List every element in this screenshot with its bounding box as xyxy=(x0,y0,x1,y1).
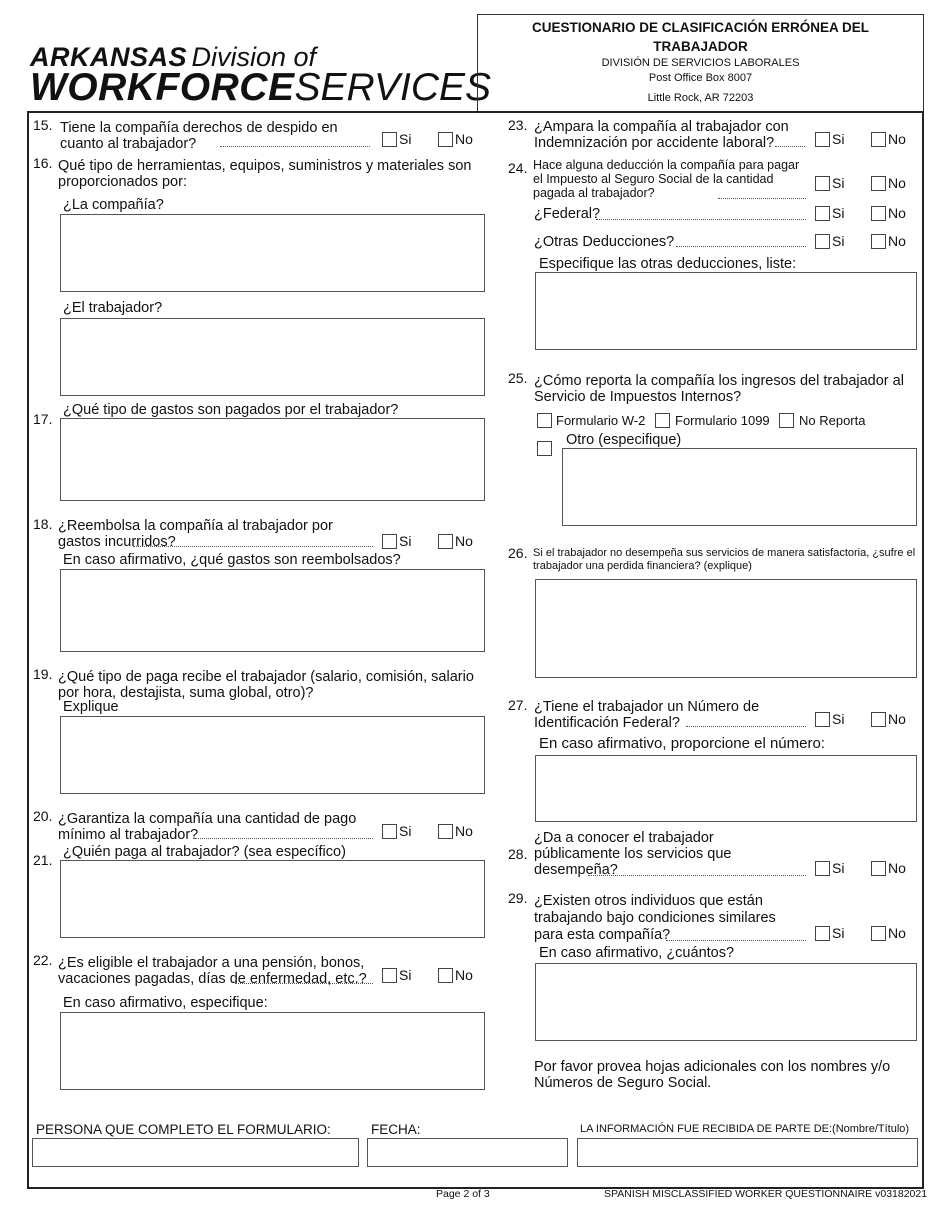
q29-number: 29. xyxy=(508,890,528,906)
info-received-label: LA INFORMACIÓN FUE RECIBIDA DE PARTE DE:(Nombre/Título) xyxy=(580,1123,910,1135)
q20-si-checkbox[interactable] xyxy=(382,824,397,839)
q25-otro-checkbox[interactable] xyxy=(537,441,552,456)
q29-field[interactable] xyxy=(535,963,917,1041)
q20-no-checkbox[interactable] xyxy=(438,824,453,839)
q28-number: 28. xyxy=(508,846,528,862)
q18-text: ¿Reembolsa la compañía al trabajador por gastos incurridos? xyxy=(58,518,333,550)
q24-number: 24. xyxy=(508,160,528,176)
logo-workforce: WORKFORCE xyxy=(30,66,295,109)
q24-otras-no-checkbox[interactable] xyxy=(871,234,886,249)
q29-no-label: No xyxy=(888,925,906,941)
q26-text: Si el trabajador no desempeña sus servicios de manera satisfactoria, ¿sufre el trabajador una perdida financiera? (explique) xyxy=(533,547,916,572)
q22-field[interactable] xyxy=(60,1012,485,1090)
q23-text: ¿Ampara la compañía al trabajador con Indemnización por accidente laboral? xyxy=(534,119,789,151)
q15-si-label: Si xyxy=(399,131,412,147)
q18-si-checkbox[interactable] xyxy=(382,534,397,549)
q24-si-label: Si xyxy=(832,175,845,191)
info-received-field[interactable] xyxy=(577,1138,918,1167)
q23-si-checkbox[interactable] xyxy=(815,132,830,147)
q23-no-label: No xyxy=(888,131,906,147)
q27-text: ¿Tiene el trabajador un Número de Identificación Federal? xyxy=(534,699,760,731)
q24-text: Hace alguna deducción la compañía para pagar el Impuesto al Seguro Social de la cantidad pagada al trabajador? xyxy=(533,158,800,200)
persona-label: PERSONA QUE COMPLETO EL FORMULARIO: xyxy=(36,1122,331,1137)
persona-field[interactable] xyxy=(32,1138,359,1167)
q22-leader xyxy=(235,983,373,984)
q27-no-checkbox[interactable] xyxy=(871,712,886,727)
q27-sub-label: En caso afirmativo, proporcione el número: xyxy=(539,735,825,752)
fecha-label: FECHA: xyxy=(371,1122,421,1137)
q24-leader xyxy=(718,198,806,199)
q25-otro-field[interactable] xyxy=(562,448,917,526)
q18-si-label: Si xyxy=(399,533,412,549)
q16-worker-field[interactable] xyxy=(60,318,485,396)
q20-no-label: No xyxy=(455,823,473,839)
q29-note: Por favor provea hojas adicionales con los nombres y/o Números de Seguro Social. xyxy=(534,1059,891,1091)
q16-text: Qué tipo de herramientas, equipos, suministros y materiales son proporcionados por: xyxy=(58,158,472,190)
q16-worker-label: ¿El trabajador? xyxy=(63,300,163,316)
q27-leader xyxy=(686,726,806,727)
q24-federal-leader xyxy=(596,219,806,220)
q15-no-checkbox[interactable] xyxy=(438,132,453,147)
q24-field[interactable] xyxy=(535,272,917,350)
q24-federal-no-checkbox[interactable] xyxy=(871,206,886,221)
q20-leader xyxy=(195,838,373,839)
q24-otras-si-label: Si xyxy=(832,233,845,249)
q24-federal-si-checkbox[interactable] xyxy=(815,206,830,221)
q20-si-label: Si xyxy=(399,823,412,839)
q28-si-label: Si xyxy=(832,860,845,876)
q15-text: Tiene la compañía derechos de despido en cuanto al trabajador? xyxy=(60,120,338,152)
q23-si-label: Si xyxy=(832,131,845,147)
q18-no-label: No xyxy=(455,533,473,549)
q24-otras-si-checkbox[interactable] xyxy=(815,234,830,249)
q22-no-label: No xyxy=(455,967,473,983)
q20-number: 20. xyxy=(33,808,53,824)
q18-number: 18. xyxy=(33,516,53,532)
q28-no-label: No xyxy=(888,860,906,876)
q18-no-checkbox[interactable] xyxy=(438,534,453,549)
logo-division-of: Division of xyxy=(191,42,317,72)
q15-number: 15. xyxy=(33,117,53,133)
q23-number: 23. xyxy=(508,117,528,133)
city-address: Little Rock, AR 72203 xyxy=(647,92,754,104)
q19-number: 19. xyxy=(33,666,53,682)
q29-text: ¿Existen otros individuos que están trabajando bajo condiciones similares para esta compañía? xyxy=(534,893,776,943)
q23-no-checkbox[interactable] xyxy=(871,132,886,147)
q24-no-label: No xyxy=(888,175,906,191)
q22-si-checkbox[interactable] xyxy=(382,968,397,983)
logo-state: ARKANSAS xyxy=(30,42,188,72)
q29-si-label: Si xyxy=(832,925,845,941)
q24-otras-no-label: No xyxy=(888,233,906,249)
q28-si-checkbox[interactable] xyxy=(815,861,830,876)
q25-1099-label: Formulario 1099 xyxy=(675,413,770,428)
q24-si-checkbox[interactable] xyxy=(815,176,830,191)
q21-text: ¿Quién paga al trabajador? (sea específico) xyxy=(63,844,346,860)
q22-number: 22. xyxy=(33,952,53,968)
q16-number: 16. xyxy=(33,155,53,171)
q15-leader xyxy=(220,146,370,147)
q24-federal-label: ¿Federal? xyxy=(534,206,601,222)
q28-text: ¿Da a conocer el trabajador públicamente los servicios que desempeña? xyxy=(534,830,732,878)
q29-si-checkbox[interactable] xyxy=(815,926,830,941)
po-box: Post Office Box 8007 xyxy=(648,72,753,84)
q26-number: 26. xyxy=(508,545,528,561)
q19-field[interactable] xyxy=(60,716,485,794)
q25-number: 25. xyxy=(508,370,528,386)
q17-number: 17. xyxy=(33,411,53,427)
q26-field[interactable] xyxy=(535,579,917,678)
q27-number: 27. xyxy=(508,697,528,713)
division-name: DIVISIÓN DE SERVICIOS LABORALES xyxy=(601,57,800,69)
q20-text: ¿Garantiza la compañía una cantidad de pago mínimo al trabajador? xyxy=(58,811,357,843)
q25-text: ¿Cómo reporta la compañía los ingresos del trabajador al Servicio de Impuestos Internos? xyxy=(534,373,904,405)
q25-otro-label: Otro (especifique) xyxy=(566,432,682,448)
q15-si-checkbox[interactable] xyxy=(382,132,397,147)
q22-si-label: Si xyxy=(399,967,412,983)
q24-federal-no-label: No xyxy=(888,205,906,221)
q25-noreporta-label: No Reporta xyxy=(799,413,866,428)
logo-services: SERVICES xyxy=(294,66,492,109)
q17-field[interactable] xyxy=(60,418,485,501)
form-identifier: SPANISH MISCLASSIFIED WORKER QUESTIONNAIRE v03182021 xyxy=(604,1188,928,1200)
q24-otras-label: ¿Otras Deducciones? xyxy=(534,234,675,250)
q27-si-label: Si xyxy=(832,711,845,727)
q22-text: ¿Es eligible el trabajador a una pensión, bonos, vacaciones pagadas, días de enfermedad, etc.? xyxy=(58,955,367,987)
q28-leader xyxy=(588,875,806,876)
q25-noreporta-checkbox[interactable] xyxy=(779,413,794,428)
q29-no-checkbox[interactable] xyxy=(871,926,886,941)
form-header xyxy=(477,14,924,112)
q15-no-label: No xyxy=(455,131,473,147)
q24-otras-leader xyxy=(676,246,806,247)
q24-no-checkbox[interactable] xyxy=(871,176,886,191)
form-title: CUESTIONARIO DE CLASIFICACIÓN ERRÓNEA DEL TRABAJADOR xyxy=(531,20,869,54)
q16-company-field[interactable] xyxy=(60,214,485,292)
q18-sub-label: En caso afirmativo, ¿qué gastos son reembolsados? xyxy=(63,552,401,568)
q24-federal-si-label: Si xyxy=(832,205,845,221)
q16-company-label: ¿La compañía? xyxy=(63,197,164,213)
q18-leader xyxy=(133,546,373,547)
agency-logo xyxy=(30,42,492,112)
fecha-field[interactable] xyxy=(367,1138,568,1167)
q27-field[interactable] xyxy=(535,755,917,822)
q25-w2-checkbox[interactable] xyxy=(537,413,552,428)
q18-field[interactable] xyxy=(60,569,485,652)
q23-leader xyxy=(775,146,805,147)
q29-leader xyxy=(666,940,806,941)
page-number: Page 2 of 3 xyxy=(436,1188,490,1200)
q25-1099-checkbox[interactable] xyxy=(655,413,670,428)
q22-sub-label: En caso afirmativo, especifique: xyxy=(63,995,268,1011)
q24-sub-label: Especifique las otras deducciones, liste: xyxy=(539,256,797,272)
q17-text: ¿Qué tipo de gastos son pagados por el trabajador? xyxy=(63,402,399,418)
q28-no-checkbox[interactable] xyxy=(871,861,886,876)
q22-no-checkbox[interactable] xyxy=(438,968,453,983)
q27-si-checkbox[interactable] xyxy=(815,712,830,727)
q19-text: ¿Qué tipo de paga recibe el trabajador (salario, comisión, salario por hora, destajista, suma global, otro)? xyxy=(58,669,474,701)
q21-field[interactable] xyxy=(60,860,485,938)
q19-explain-label: Explique xyxy=(63,699,119,715)
q25-w2-label: Formulario W-2 xyxy=(556,413,646,428)
q27-no-label: No xyxy=(888,711,906,727)
q29-sub-label: En caso afirmativo, ¿cuántos? xyxy=(539,945,735,961)
q21-number: 21. xyxy=(33,852,53,868)
